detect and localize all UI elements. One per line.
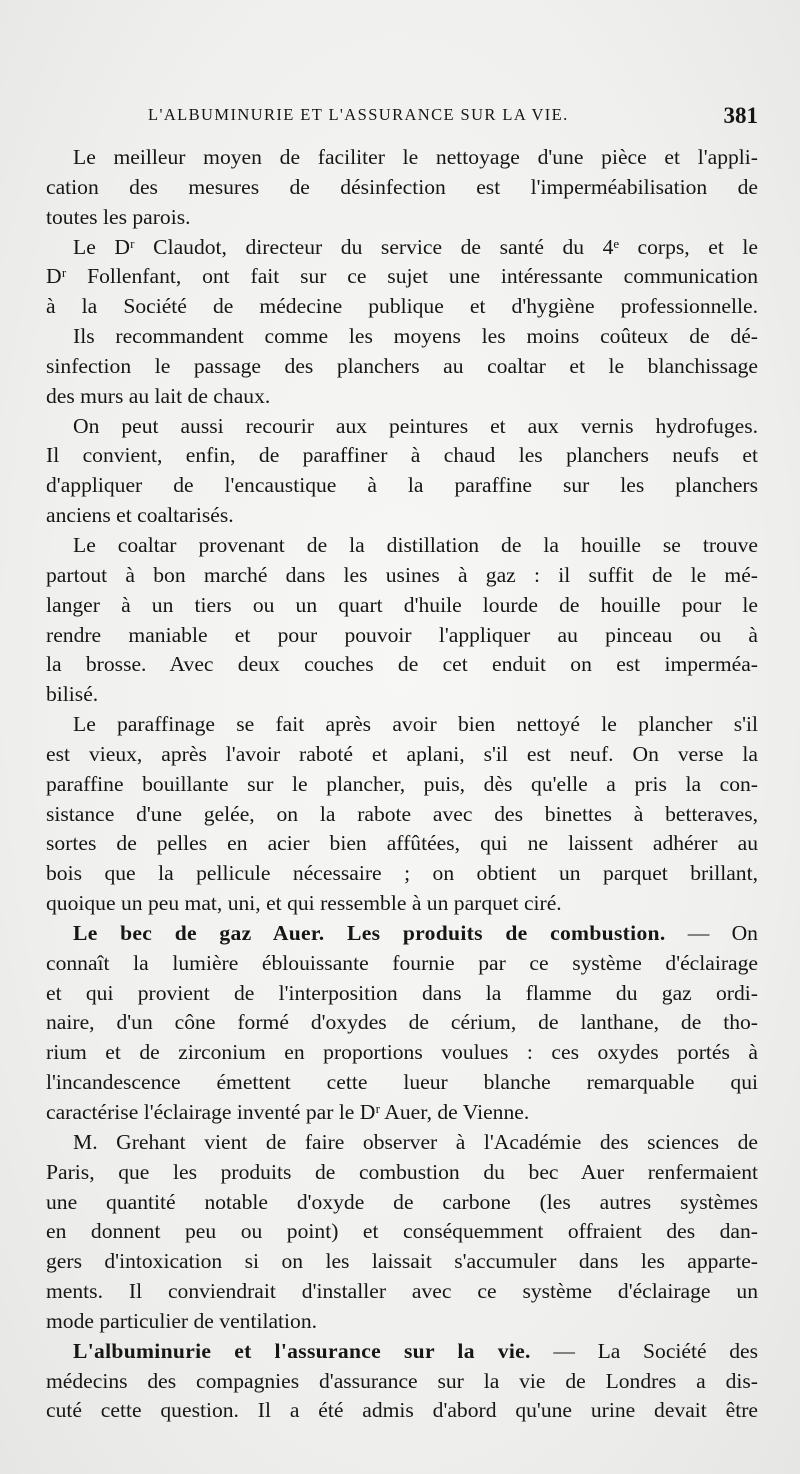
text-line: paraffine bouillante sur le plancher, puis, dès qu'elle a pris la con- xyxy=(46,771,758,796)
text-line: d'appliquer de l'encaustique à la paraffine sur les planchers xyxy=(46,473,758,498)
text-line: M. Grehant vient de faire observer à l'Académie des sciences de xyxy=(73,1129,758,1154)
text-line: bilisé. xyxy=(46,682,99,707)
body-text xyxy=(46,143,758,1426)
text-line: cuté cette question. Il a été admis d'abord qu'une urine devait être xyxy=(46,1398,758,1423)
text-line: connaît la lumière éblouissante fournie par ce système d'éclairage xyxy=(46,950,758,975)
text-line: et qui provient de l'interposition dans la flamme du gaz ordi- xyxy=(46,980,758,1005)
text-line: Ils recommandent comme les moyens les moins coûteux de dé- xyxy=(73,324,758,349)
text-line: partout à bon marché dans les usines à gaz : il suffit de le mé- xyxy=(46,562,758,587)
paragraph xyxy=(46,233,758,412)
paragraph xyxy=(46,1128,758,1337)
heading-tail: — On xyxy=(665,920,758,945)
text-line: rium et de zirconium en proportions voulues : ces oxydes portés à xyxy=(46,1040,758,1065)
text-line: mode particulier de ventilation. xyxy=(46,1308,318,1333)
text-line: naire, d'un cône formé d'oxydes de cérium, de lanthane, de tho- xyxy=(46,1010,758,1035)
text-line: des murs au lait de chaux. xyxy=(46,383,271,408)
text-line: Paris, que les produits de combustion du bec Auer renfermaient xyxy=(46,1159,758,1184)
text-line: à la Société de médecine publique et d'hygiène professionnelle. xyxy=(46,294,758,319)
text-line: Le meilleur moyen de faciliter le nettoyage d'une pièce et l'appli- xyxy=(73,145,758,169)
text-line: sortes de pelles en acier bien affûtées, qui ne laissent adhérer au xyxy=(46,831,758,856)
text-line: Il convient, enfin, de paraffiner à chaud les planchers neufs et xyxy=(46,443,758,468)
text-line: rendre maniable et pour pouvoir l'appliquer au pinceau ou à xyxy=(46,622,758,647)
text-line: anciens et coaltarisés. xyxy=(46,503,234,528)
section-heading-gas-burner: Le bec de gaz Auer. Les produits de combustion. xyxy=(73,920,666,945)
text-line: Le paraffinage se fait après avoir bien nettoyé le plancher s'il xyxy=(73,712,758,737)
page-header xyxy=(148,103,758,133)
paragraph xyxy=(46,412,758,531)
text-line: quoique un peu mat, uni, et qui ressemble à un parquet ciré. xyxy=(46,891,562,916)
text-line: toutes les parois. xyxy=(46,204,191,229)
text-line: ments. Il conviendrait d'installer avec ce système d'éclairage un xyxy=(46,1279,758,1304)
text-line: On peut aussi recourir aux peintures et aux vernis hydrofuges. xyxy=(73,413,758,438)
text-line: caractérise l'éclairage inventé par le Dʳ Auer, de Vienne. xyxy=(46,1100,530,1124)
section-heading-albuminuria: L'albuminurie et l'assurance sur la vie. xyxy=(73,1338,531,1363)
running-title: L'ALBUMINURIE ET L'ASSURANCE SUR LA VIE. xyxy=(148,105,569,124)
section-paragraph xyxy=(46,919,758,1128)
page-number: 381 xyxy=(723,103,758,128)
paragraph xyxy=(46,143,758,233)
text-line: médecins des compagnies d'assurance sur la vie de Londres a dis- xyxy=(46,1368,758,1393)
text-line: gers d'intoxication si on les laissait s'accumuler dans les apparte- xyxy=(46,1249,758,1274)
text-line: Le Dʳ Claudot, directeur du service de santé du 4ᵉ corps, et le xyxy=(73,234,758,259)
paragraph xyxy=(46,531,758,710)
section-paragraph xyxy=(46,1337,758,1427)
text-line: sinfection le passage des planchers au coaltar et le blanchissage xyxy=(46,353,758,378)
text-line: est vieux, après l'avoir raboté et aplani, s'il est neuf. On verse la xyxy=(46,741,758,766)
text-line xyxy=(46,919,758,949)
text-line: une quantité notable d'oxyde de carbone (les autres systèmes xyxy=(46,1189,758,1214)
text-line: cation des mesures de désinfection est l'imperméabilisation de xyxy=(46,174,758,199)
text-line: langer à un tiers ou un quart d'huile lourde de houille pour le xyxy=(46,592,758,617)
heading-tail: — La Société des xyxy=(530,1338,758,1363)
text-line: bois que la pellicule nécessaire ; on obtient un parquet brillant, xyxy=(46,861,758,886)
paragraph xyxy=(46,710,758,919)
text-line: la brosse. Avec deux couches de cet enduit on est imperméa- xyxy=(46,652,758,677)
text-line xyxy=(46,1337,758,1367)
text-line: sistance d'une gelée, on la rabote avec des binettes à betteraves, xyxy=(46,801,758,826)
text-line: en donnent peu ou point) et conséquemment offraient des dan- xyxy=(46,1219,758,1244)
text-line: l'incandescence émettent cette lueur blanche remarquable qui xyxy=(46,1070,758,1095)
text-line: Dʳ Follenfant, ont fait sur ce sujet une intéressante communication xyxy=(46,264,758,289)
text-line: Le coaltar provenant de la distillation de la houille se trouve xyxy=(73,532,758,557)
